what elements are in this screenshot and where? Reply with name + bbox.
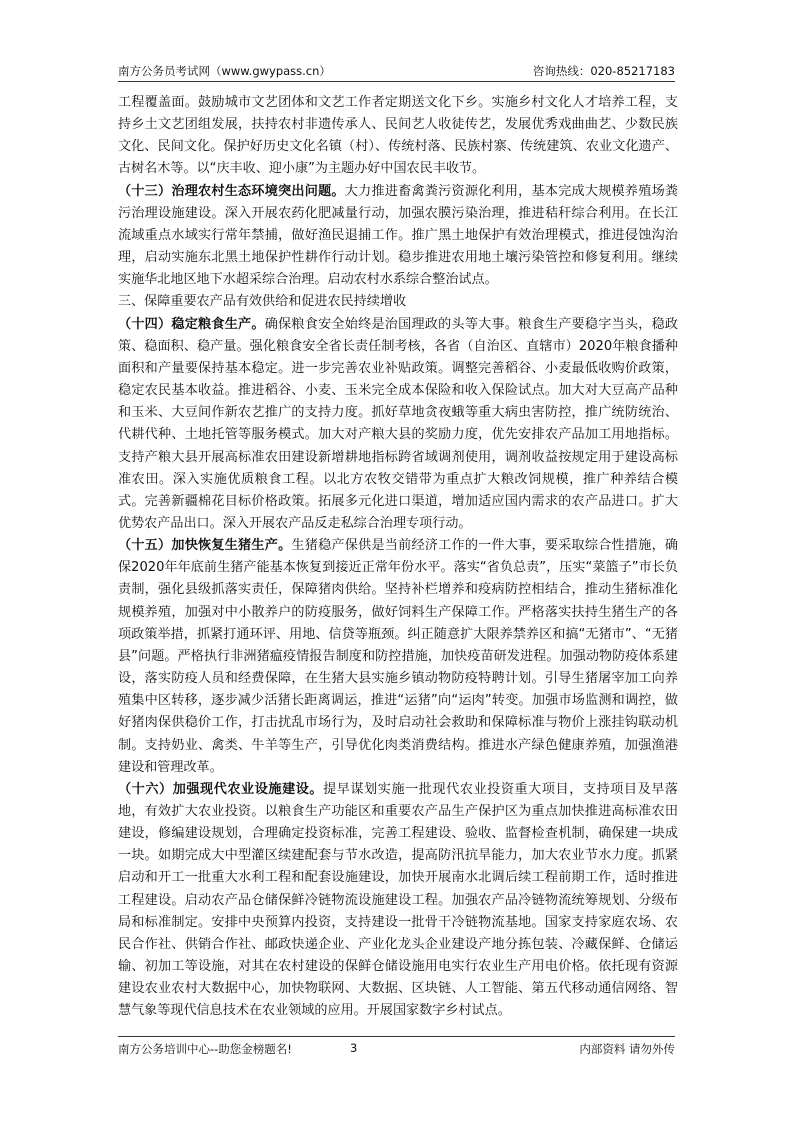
header-hotline: 咨询热线：020-85217183 [532, 64, 675, 78]
page-header [118, 55, 675, 82]
header-site-name: 南方公务员考试网（www.gwypass.cn） [118, 64, 331, 78]
section-14 [118, 314, 678, 536]
page-footer [118, 1036, 675, 1063]
section-16 [118, 779, 678, 1023]
section-14-text: 确保粮食安全始终是治国理政的头等大事。粮食生产要稳字当头，稳政策、稳面积、稳产量。强化粮食安全省长责任制考核，各省（自治区、直辖市）2020年粮食播种面积和产量要保持基本稳定。进一步完善农业补贴政策。调整完善稻谷、小麦最低收购价政策，稳定农民基本收益。推进稻谷、小麦、玉米完全成本保险和收入保险试点。加大对大豆高产品种和玉米、大豆间作新农艺推广的支持力度。抓好草地贪夜蛾等重大病虫害防控，推广统防统治、代耕代种、土地托管等服务模式。加大对产粮大县的奖励力度，优先安排农产品加工用地指标。支持产粮大县开展高标准农田建设新增耕地指标跨省域调剂使用，调剂收益按规定用于建设高标准农田。深入实施优质粮食工程。以北方农牧交错带为重点扩大粮改饲规模，推广种养结合模式。完善新疆棉花目标价格政策。拓展多元化进口渠道，增加适应国内需求的农产品进口。扩大优势农产品出口。深入开展农产品反走私综合治理专项行动。 [118, 316, 679, 531]
paragraph-intro: 工程覆盖面。鼓励城市文艺团体和文艺工作者定期送文化下乡。实施乡村文化人才培养工程，支持乡土文艺团组发展，扶持农村非遗传承人、民间艺人收徒传艺，发展优秀戏曲曲艺、少数民族文化、民间文化。保护好历史文化名镇（村）、传统村落、民族村寨、传统建筑、农业文化遗产、古树名木等。以“庆丰收、迎小康”为主题办好中国农民丰收节。 [118, 95, 678, 177]
section-14-title: （十四）稳定粮食生产。 [118, 316, 265, 332]
section-13-title: （十三）治理农村生态环境突出问题。 [118, 183, 345, 199]
document-body [118, 92, 678, 1023]
section-15 [118, 535, 678, 779]
section-13 [118, 181, 678, 292]
page-number: 3 [350, 1041, 358, 1055]
section-16-text: 提早谋划实施一批现代农业投资重大项目，支持项目及早落地，有效扩大农业投资。以粮食生产功能区和重要农产品生产保护区为重点加快推进高标准农田建设，修编建设规划，合理确定投资标准，完善工程建设、验收、监督检查机制，确保建一块成一块。如期完成大中型灌区续建配套与节水改造，提高防汛抗旱能力，加大农业节水力度。抓紧启动和开工一批重大水利工程和配套设施建设，加快开展南水北调后续工程前期工作，适时推进工程建设。启动农产品仓储保鲜冷链物流设施建设工程。加强农产品冷链物流统筹规划、分级布局和标准制定。安排中央预算内投资，支持建设一批骨干冷链物流基地。国家支持家庭农场、农民合作社、供销合作社、邮政快递企业、产业化龙头企业建设产地分拣包装、冷藏保鲜、仓储运输、初加工等设施，对其在农村建设的保鲜仓储设施用电实行农业生产用电价格。依托现有资源建设农业农村大数据中心，加快物联网、大数据、区块链、人工智能、第五代移动通信网络、智慧气象等现代信息技术在农业领域的应用。开展国家数字乡村试点。 [118, 781, 679, 1019]
section-15-title: （十五）加快恢复生猪生产。 [118, 538, 292, 554]
section-15-text: 生猪稳产保供是当前经济工作的一件大事，要采取综合性措施，确保2020年年底前生猪产能基本恢复到接近正常年份水平。落实“省负总责”，压实“菜篮子”市长负责制，强化县级抓落实责任，保障猪肉供给。坚持补栏增养和疫病防控相结合，推动生猪标准化规模养殖，加强对中小散养户的防疫服务，做好饲料生产保障工作。严格落实扶持生猪生产的各项政策举措，抓紧打通环评、用地、信贷等瓶颈。纠正随意扩大限养禁养区和搞“无猪市”、“无猪县”问题。严格执行非洲猪瘟疫情报告制度和防控措施，加快疫苗研发进程。加强动物防疫体系建设，落实防疫人员和经费保障，在生猪大县实施乡镇动物防疫特聘计划。引导生猪屠宰加工向养殖集中区转移，逐步减少活猪长距离调运，推进“运猪”向“运肉”转变。加强市场监测和调控，做好猪肉保供稳价工作，打击扰乱市场行为，及时启动社会救助和保障标准与物价上涨挂钩联动机制。支持奶业、禽类、牛羊等生产，引导优化肉类消费结构。推进水产绿色健康养殖，加强渔港建设和管理改革。 [118, 538, 679, 775]
footer-slogan: 南方公务培训中心--助您金榜题名! [118, 1042, 292, 1056]
footer-notice: 内部资料 请勿外传 [579, 1042, 675, 1056]
section-13-text: 大力推进畜禽粪污资源化利用，基本完成大规模养殖场粪污治理设施建设。深入开展农药化肥减量行动，加强农膜污染治理，推进秸秆综合利用。在长江流域重点水域实行常年禁捕，做好渔民退捕工作。推广黑土地保护有效治理模式，推进侵蚀沟治理，启动实施东北黑土地保护性耕作行动计划。稳步推进农用地土壤污染管控和修复利用。继续实施华北地区地下水超采综合治理。启动农村水系综合整治试点。 [118, 183, 678, 288]
section-16-title: （十六）加强现代农业设施建设。 [118, 781, 324, 797]
part-3-heading: 三、保障重要农产品有效供给和促进农民持续增收 [118, 294, 407, 310]
